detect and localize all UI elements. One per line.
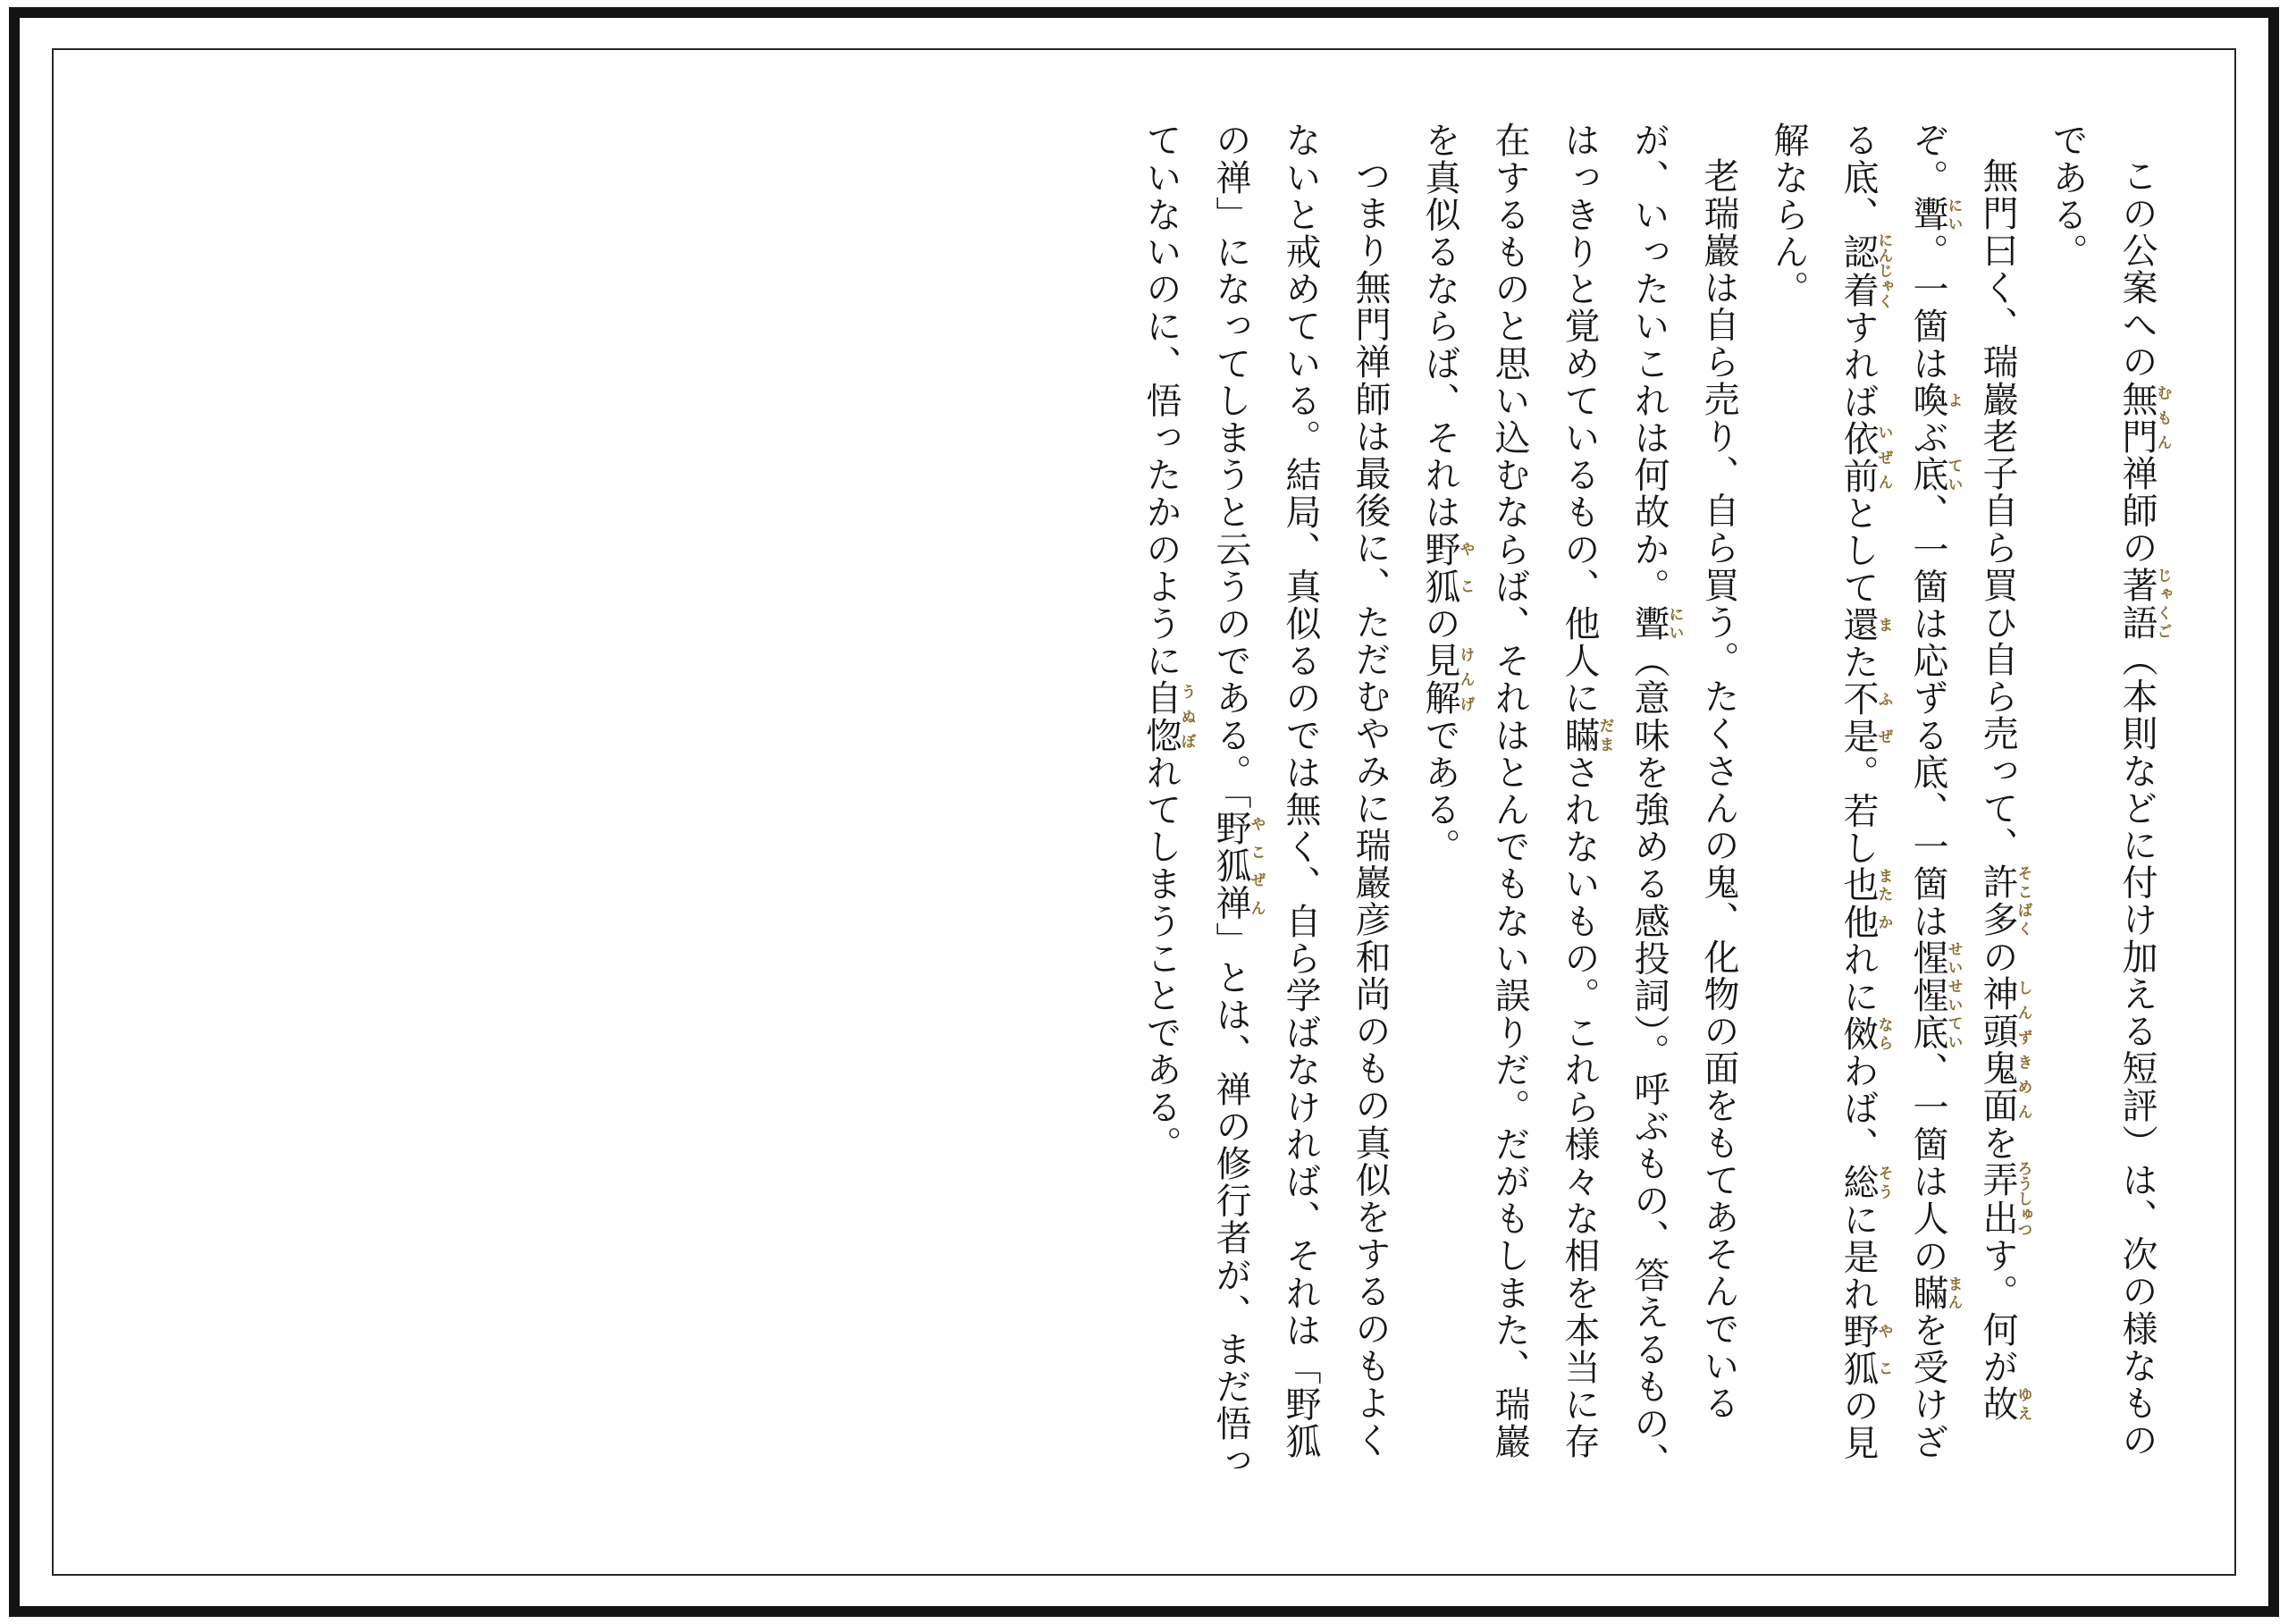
ruby-text: けんげ <box>1458 642 1475 717</box>
ruby-shinzukimen: 神頭鬼面しんずきめん <box>1978 975 2032 1124</box>
ruby-text: ろうしゅつ <box>2015 1160 2032 1238</box>
vertical-text-area <box>116 122 2172 1494</box>
ruby-text: うぬぼ <box>1179 679 1196 754</box>
ruby-text: やこ <box>1458 530 1475 605</box>
ruby-nii-2: 聻にい <box>1629 604 1684 643</box>
ruby-narau: 傚なら <box>1838 1014 1893 1053</box>
ruby-tei: 底てい <box>1908 456 1963 494</box>
vertical-text-body <box>116 122 2172 1494</box>
ruby-text: やこぜん <box>1249 810 1266 922</box>
ruby-man: 瞞まん <box>1908 1274 1963 1312</box>
ruby-izen: 依前いぜん <box>1838 420 1893 495</box>
ruby-sokobaku: 許多そこばく <box>1978 863 2032 938</box>
ruby-text: いぜん <box>1876 420 1893 495</box>
ruby-mumon: 無門むもん <box>2117 380 2172 455</box>
ruby-text: にい <box>1946 196 1963 233</box>
ruby-text: じゃくご <box>2155 566 2172 641</box>
ruby-text: ま <box>1876 606 1893 644</box>
paragraph-1: この公案への無門むもん禅師の著語じゃくご（本則などに付け加える短評）は、次の様なものである。 <box>2048 122 2172 1460</box>
ruby-text: そこばく <box>2015 863 2032 938</box>
ruby-ka: 他か <box>1838 903 1893 941</box>
ruby-seiseitei: 惺惺底せいせいてい <box>1908 939 1963 1052</box>
ruby-ninjaku: 認着にんじゃく <box>1838 232 1893 309</box>
ruby-sou: 総そう <box>1838 1164 1893 1201</box>
ruby-text: だま <box>1597 716 1614 754</box>
ruby-nii-1: 聻にい <box>1908 196 1963 233</box>
ruby-yako-1: 野狐やこ <box>1838 1312 1893 1387</box>
ruby-text: そう <box>1876 1164 1893 1201</box>
ruby-yobu: 喚よ <box>1908 382 1963 419</box>
ruby-yue: 故ゆえ <box>1978 1385 2032 1423</box>
ruby-damasa: 瞞だま <box>1560 716 1614 754</box>
paragraph-3: 老瑞巖は自ら売り、自ら買う。たくさんの鬼、化物の面をもてあそんでいるが、いったいこれは何故か。聻にい（意味を強める感投詞）。呼ぶもの、答えるもの、はっきりと覚めているもの、他人に瞞だまされないもの。これら様々な相を本当に存在するものと思い込むならば、それはとんでもない誤りだ。だがもしまた、瑞巖を真似るならば、それは野狐やこの見解けんげである。 <box>1420 122 1739 1480</box>
ruby-kenge: 見解けんげ <box>1420 642 1475 717</box>
ruby-text: せいせいてい <box>1946 939 1963 1052</box>
ruby-text: ゆえ <box>2015 1385 2032 1423</box>
page-inner-frame <box>52 48 2236 1576</box>
ruby-roushutsu: 弄出ろうしゅつ <box>1978 1160 2032 1238</box>
ruby-text: なら <box>1876 1014 1893 1053</box>
ruby-mata-2: 也また <box>1838 866 1893 904</box>
ruby-text: てい <box>1946 456 1963 494</box>
ruby-text: また <box>1876 866 1893 904</box>
ruby-text: にい <box>1667 604 1684 643</box>
ruby-text: よ <box>1946 382 1963 419</box>
ruby-text: むもん <box>2155 380 2172 455</box>
ruby-yakozen: 野狐禅やこぜん <box>1211 810 1266 922</box>
page-outer-frame <box>9 7 2279 1617</box>
ruby-unubore: 自惚うぬぼ <box>1141 679 1196 754</box>
ruby-text: にんじゃく <box>1876 232 1893 309</box>
paragraph-2: 無門曰く、瑞巖老子自ら買ひ自ら売って、許多そこばくの神頭鬼面しんずきめんを弄出ろうしゅつす。何が故ゆえぞ。聻にい。一箇は喚よぶ底てい、一箇は応ずる底、一箇は惺惺底せいせいてい、一箇は人の瞞まんを受けざる底、認着にんじゃくすれば依前いぜんとして還また不是ふぜ。若し也また他かれに傚ならわば、総そうに是れ野狐やこの見解ならん。 <box>1769 122 2032 1461</box>
paragraph-4: つまり無門禅師は最後に、ただむやみに瑞巖彦和尚のもの真似をするのもよくないと戒めている。結局、真似るのでは無く、自ら学ばなければ、それは「野狐の禅」になってしまうと云うのである。「野狐禅やこぜん」とは、禅の修行者が、まだ悟っていないのに、悟ったかのように自惚うぬぼれてしまうことである。 <box>1141 122 1391 1480</box>
ruby-jakugo: 著語じゃくご <box>2117 566 2172 641</box>
ruby-text: か <box>1876 903 1893 941</box>
ruby-text: しんずきめん <box>2015 975 2032 1124</box>
ruby-text: やこ <box>1876 1312 1893 1387</box>
ruby-mata-1: 還ま <box>1838 606 1893 644</box>
ruby-text: まん <box>1946 1274 1963 1312</box>
ruby-yako-2: 野狐やこ <box>1420 530 1475 605</box>
ruby-text: ふぜ <box>1876 680 1893 755</box>
ruby-fuze: 不是ふぜ <box>1838 680 1893 755</box>
